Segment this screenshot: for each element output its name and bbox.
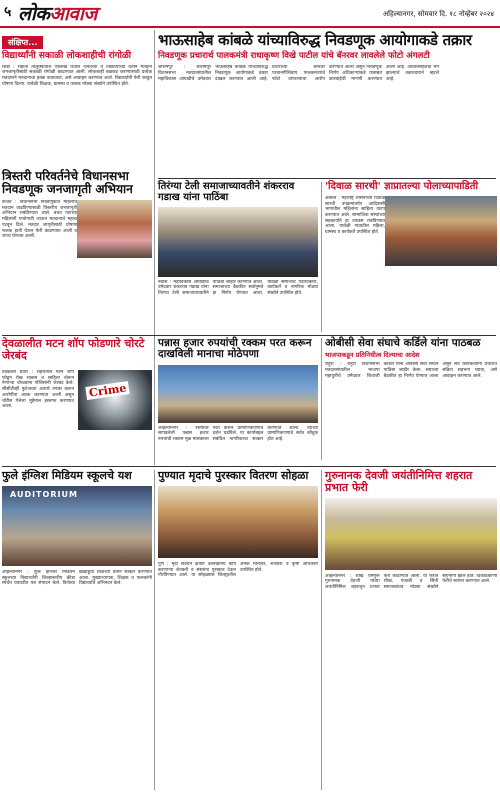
main-story — [158, 32, 496, 157]
diwali-headline: 'दिवाळ सारथी' ज्ञाप्रातल्या पोलाच्यापाडिती — [325, 181, 479, 192]
tricolor-body: नेवासे : महाविकास आघाडीचे उमेदवार शंकरराव गडाख यांना तिरंग्या टेली समाजाच्यावतीने पाठिंबा जाहीर करण्यात आला. समाजाच्या बैठकीत सर्वानुमते हा निर्णय घेण्यात आला. यावेळी समाजाचे पदाधिकारी, कार्यकर्ते व नागरिक मोठ्या संख्येने उपस्थित होते. — [158, 279, 318, 297]
reward-body: अहिल्यानगर : रस्त्यावर सापडलेली पन्नास हजार रुपयांची रक्कम मूळ मालकाला परत करून प्रामाणिकपणाचे दर्शन घडविले. या कार्याबद्दल संबंधित नागरिकाचा सत्कार करण्यात आला. त्याच्या प्रामाणिकपणाचे सर्वत्र कौतुक होत आहे. — [158, 425, 318, 443]
tricolor-headline: तिरंग्या टेली समाजाच्यावतीने शंकरराव गडाख यांना पाठिंबा — [158, 181, 295, 203]
logo-part-b: आवाज — [49, 3, 97, 25]
reward-photo — [158, 365, 318, 423]
column-divider — [321, 338, 322, 460]
page-number: ५ — [4, 4, 12, 20]
column-divider — [321, 182, 322, 332]
crime-photo — [78, 370, 152, 430]
school-body: अहिल्यानगर : फुले इंग्लिश मिडियम स्कूलच्या विद्यार्थ्यांनी जिल्हास्तरीय क्रीडा स्पर्धेत घवघवीत यश संपादन केले. विजेत्या खेळाडूंचा शाळेच्या वतीने सत्कार करण्यात आला. मुख्याध्यापक, शिक्षक व पालकांनी विद्यार्थ्यांचे अभिनंदन केले. — [2, 569, 152, 587]
awards-photo — [158, 486, 318, 558]
main-body: श्रीरामपूर : श्रीरामपूर विधानसभा मतदारसंघातील महाविकास आघाडीचे उमेदवार भाऊसाहेब कांबळे यांच्याविरुद्ध निवडणूक आयोगाकडे तक्रार दाखल करण्यात आली आहे. प्रचाराच्या बॅनरवर परवानगीशिवाय पालकमंत्र्यांचे फोटो वापरल्याचा आरोप करण्यात आला असून निवडणूक निर्णय अधिकाऱ्यांकडे याबाबत कारवाईची मागणी करण्यात आली आहे. आचारसंहितेचा भंग झाल्याचे तक्रारदाराने म्हटले आहे. — [158, 65, 439, 82]
section-rule — [2, 466, 496, 467]
school-photo-tag: AUDITORIUM — [10, 489, 78, 499]
guru-headline: गुरुनानक देवजी जयंतीनिमित्त शहरात प्रभात फेरी — [325, 469, 473, 494]
women-body: कर्जत : विधानसभा निवडणुकीत महिलांचे मतदान वाढविण्यासाठी त्रिस्तरीय जनजागृती अभियान राबविण्यात आले. बचत गटांच्या महिलांनी गावोगावी जाऊन मतदानाचे महत्त्व पटवून दिले. मतदार जागृतीसाठी घोषणा फलक हाती घेऊन फेरी काढण्यात आली व शपथ घेण्यात आली. — [2, 199, 77, 240]
women-campaign-story — [2, 170, 152, 350]
column-divider — [154, 30, 155, 465]
diwali-story — [325, 182, 497, 334]
awards-story — [158, 470, 318, 772]
crime-photo-tag: Crime — [85, 381, 130, 400]
women-photo — [77, 200, 152, 258]
main-headline: भाऊसाहेब कांबळे यांच्याविरुद्ध निवडणूक आयोगाकडे तक्रार — [158, 31, 472, 49]
school-photo — [2, 486, 152, 566]
reward-story — [158, 338, 318, 482]
school-headline: फुले इंग्लिश मिडियम स्कूलचे यश — [2, 469, 132, 482]
logo-part-a: लोक — [18, 3, 50, 25]
crime-headline: देवळालीत मटन शॉप फोडणारे चोरटे जेरबंद — [2, 337, 145, 362]
newspaper-logo — [18, 0, 97, 26]
obc-headline: ओबीसी सेवा संघाचे कर्डिले यांना पाठबळ — [325, 337, 481, 349]
brief-headline: विद्यार्थ्यांनी सकाळी लोकशाहीची रांगोळी — [2, 51, 132, 61]
guru-story — [325, 470, 497, 784]
diwali-body: अकोले : महाराष्ट्र शासनाच्या दिवाळ सारथी उपक्रमांतर्गत आदिवासी भागातील महिलांना साहित्य वाटप करण्यात आले. सामाजिक संस्थांच्या सहकार्याने हा उपक्रम राबविण्यात आला. यावेळी गावातील महिला, ग्रामस्थ व कार्यकर्ते उपस्थित होते. — [325, 195, 385, 236]
crime-body: देवळाली प्रवरा : शहरातील मटन शॉप फोडून रोख रक्कम व साहित्य चोरून नेणाऱ्या चोरट्यांना पोलिसांनी जेरबंद केले. सीसीटीव्ही फुटेजच्या आधारे तपास करून आरोपींना अटक करण्यात आली असून चोरीस गेलेला मुद्देमाल हस्तगत करण्यात आला. — [2, 370, 74, 410]
obc-body: राहुरी : राहुरी विधानसभा मतदारसंघातील भाजपा महायुतीचे उमेदवार शिवाजी कर्डिले यांना ओबीसी सेवा संघाने पाठिंबा जाहीर केला. संघाच्या बैठकीत हा निर्णय घेण्यात आला असून सर्व कार्यकर्त्यांनी प्रचारात सक्रिय सहभाग घ्यावा, असे आवाहन करण्यात आले. — [325, 362, 497, 379]
brief-body: शिर्डी : राहाता तालुक्यातील एकरुख येथील जनतेच्या व विद्यार्थ्यांच्या वतीने मतदान जनजागृतीसाठी सकाळी रांगोळी काढण्यात आली. लोकशाही बळकट करण्यासाठी प्रत्येक मतदाराने मतदानाचा हक्क बजावावा, असे आवाहन करण्यात आले. विद्यार्थ्यांनी फेरी काढून घोषणा दिल्या. यावेळी शिक्षक, ग्रामस्थ व पालक मोठ्या संख्येने उपस्थित होते. — [2, 64, 152, 87]
guru-photo — [325, 498, 497, 570]
reward-headline: पन्नास हजार रुपयांची रक्कम परत करून दाखविली मानाचा मोठेपणा — [158, 337, 312, 361]
awards-headline: पुण्यात मृदाचे पुरस्कार वितरण सोहळा — [158, 469, 309, 482]
guru-body: अहिल्यानगर : शीख धर्मगुरू गुरुनानक देवजी यांच्या जयंतीनिमित्त शहरातून प्रभात फेरी काढण्यात आली. या फेरीत शीख, पंजाबी व सिंधी समाजबांधव मोठ्या संख्येने सहभागी झाले होते. ठिकठिकाणी फेरीचे स्वागत करण्यात आले. — [325, 573, 497, 591]
school-story — [2, 470, 152, 770]
column-divider — [321, 470, 322, 790]
brief-section-label: संक्षिप्त... — [2, 36, 43, 49]
tricolor-photo — [158, 207, 318, 277]
column-divider — [154, 470, 155, 790]
diwali-photo — [385, 196, 497, 266]
main-subheadline: निवडणूक प्रचारार्थ पालकमंत्री राधाकृष्ण विखे पाटील यांचे बॅनरवर लावलेले फोटो अंगलटी — [158, 51, 430, 62]
masthead-rule — [0, 26, 500, 28]
awards-body: पुणे : मृदा संवर्धन क्षेत्रात उल्लेखनीय कार्य करणाऱ्या शेतकरी व संस्थांना पुरस्कार देऊन गौरविण्यात आले. या सोहळ्यास जिल्ह्यातील अनेक मान्यवर, शेतकरी व कृषी अधिकारी उपस्थित होते. — [158, 561, 318, 579]
obc-story — [325, 338, 497, 450]
section-rule — [2, 335, 496, 336]
women-headline: त्रिस्तरी परिवर्तनेचे विधानसभा निवडणूक जनजागृती अभियान — [2, 169, 133, 196]
section-rule — [158, 178, 496, 179]
brief-section — [2, 30, 152, 165]
tricolor-story — [158, 182, 318, 358]
obc-subheadline: भाजपाकडून प्रतिनिधीत्व दिल्याचा आदेश — [325, 351, 420, 360]
crime-story — [2, 337, 152, 410]
dateline: अहिल्यानगर, सोमवार दि. १८ नोव्हेंबर २०२४ — [382, 10, 494, 18]
